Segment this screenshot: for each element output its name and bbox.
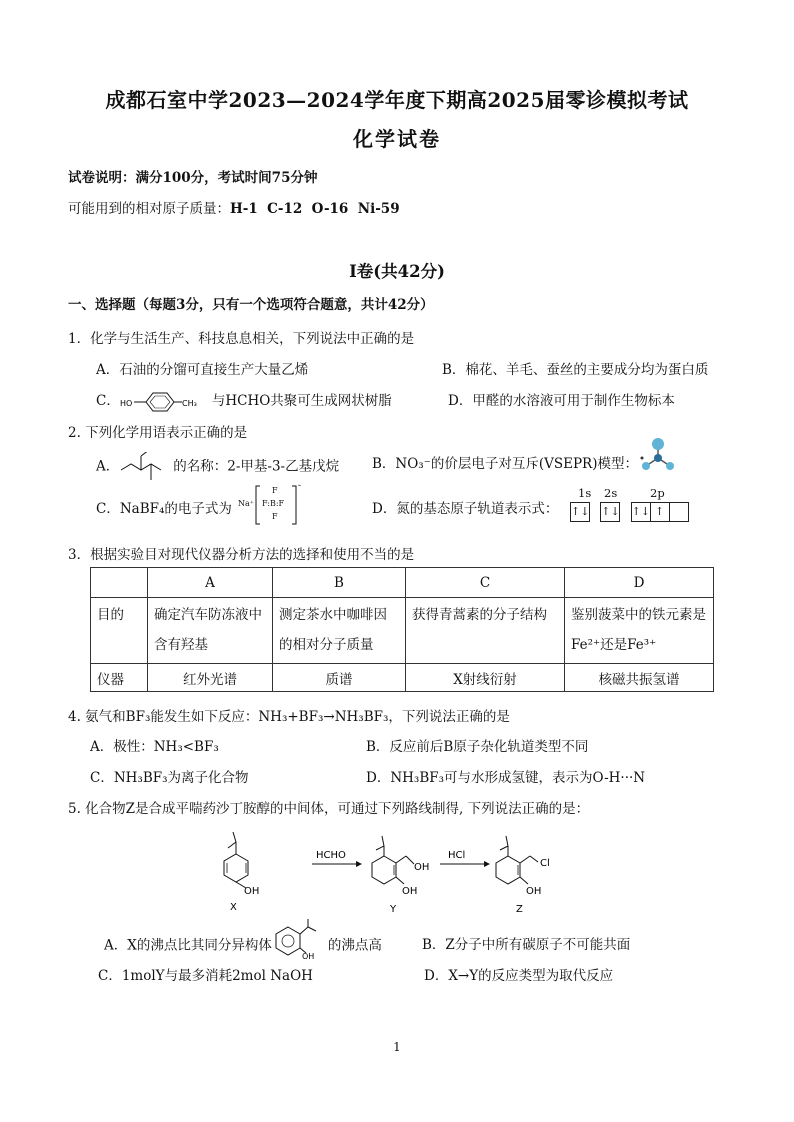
q5-option-c: C．1molY与最多消耗2mol NaOH xyxy=(98,968,313,984)
f-bottom: F xyxy=(272,512,278,521)
table-row-label: 目的 xyxy=(91,598,148,664)
oh-label: OH xyxy=(526,886,542,897)
reagent-hcl: HCl xyxy=(448,850,466,861)
arrow-1 xyxy=(312,850,362,867)
compound-y xyxy=(372,836,429,915)
ch3-label: CH₃ xyxy=(181,398,197,408)
orbital-box-2s: ↑↓ xyxy=(600,502,620,522)
compound-x xyxy=(224,832,259,913)
q4-option-a: A．极性：NH₃<BF₃ xyxy=(90,739,219,755)
q1-option-c xyxy=(96,389,392,413)
compound-z xyxy=(496,836,550,915)
orbital-box-1s: ↑↓ xyxy=(570,502,590,522)
orbital-box-2p-1: ↑↓ xyxy=(631,502,651,522)
p-cresol-structure xyxy=(120,391,212,413)
table-cell: 质谱 xyxy=(273,664,406,692)
table-header-cell: A xyxy=(148,568,273,598)
table-header-row xyxy=(91,568,714,598)
reaction-scheme xyxy=(200,828,600,920)
exam-subtitle: 化学试卷 xyxy=(353,127,441,151)
orbital-diagram xyxy=(570,502,689,522)
q4-stem: 4. 氨气和BF₃能发生如下反应：NH₃+BF₃→NH₃BF₃，下列说法正确的是 xyxy=(68,709,510,725)
q2-option-b xyxy=(372,452,678,476)
table-header-cell xyxy=(91,568,148,598)
exam-note: 试卷说明：满分100分，考试时间75分钟 xyxy=(68,170,318,186)
table-cell: 测定茶水中咖啡因的相对分子质量 xyxy=(273,598,406,664)
q5-a-prefix: A．X的沸点比其同分异构体 xyxy=(104,937,272,954)
q5-option-a xyxy=(104,933,382,959)
q1-stem: 1．化学与生活生产、科技息息相关，下列说法中正确的是 xyxy=(68,331,415,347)
orbital-box-2p-3 xyxy=(669,502,689,522)
page-number: 1 xyxy=(393,1040,401,1054)
ho-label: HO xyxy=(119,398,133,408)
q4-option-b: B．反应前后B原子杂化轨道类型不同 xyxy=(366,739,589,755)
table-cell: 鉴别菠菜中的铁元素是Fe²⁺还是Fe³⁺ xyxy=(565,598,714,664)
oh-label: OH xyxy=(402,886,418,897)
q2-option-a xyxy=(96,452,339,482)
orbital-2p-label: 2p xyxy=(650,486,665,500)
vsepr-model-icon xyxy=(638,436,678,476)
oh-label: OH xyxy=(244,886,260,897)
na-ion: Na⁺ xyxy=(238,499,254,508)
q5-option-b: B．Z分子中所有碳原子不可能共面 xyxy=(422,937,631,953)
q5-a-text: 的沸点高 xyxy=(327,937,382,954)
f-top: F xyxy=(272,486,278,495)
q2-c-text: C．NaBF₄的电子式为 xyxy=(96,501,232,517)
q2-option-c xyxy=(96,497,232,517)
arrow-2 xyxy=(440,850,490,867)
orbital-2s-label: 2s xyxy=(604,486,618,500)
label-x: X xyxy=(230,902,237,913)
table-cell: 确定汽车防冻液中含有羟基 xyxy=(148,598,273,664)
q3-stem: 3．根据实验目对现代仪器分析方法的选择和使用不当的是 xyxy=(68,547,415,563)
table-row-label: 仪器 xyxy=(91,664,148,692)
table-cell: 获得青蒿素的分子结构 xyxy=(406,598,565,664)
minus-charge: - xyxy=(298,481,302,491)
q1-option-a: A．石油的分馏可直接生产大量乙烯 xyxy=(96,362,309,378)
ortho-isomer-structure xyxy=(272,919,328,959)
table-row xyxy=(91,664,714,692)
oh-label: OH xyxy=(414,862,430,873)
q4-option-d: D．NH₃BF₃可与水形成氢键，表示为O-H···N xyxy=(366,770,646,786)
table-cell: 红外光谱 xyxy=(148,664,273,692)
table-cell: X射线衍射 xyxy=(406,664,565,692)
table-header-cell: B xyxy=(273,568,406,598)
masses-values: H-1 C-12 O-16 Ni-59 xyxy=(230,201,400,217)
q2-option-d: D．氮的基态原子轨道表示式： xyxy=(372,501,559,517)
table-row xyxy=(91,598,714,664)
cl-label: Cl xyxy=(540,858,550,869)
oh-label: OH xyxy=(301,952,315,959)
section-title: Ⅰ卷(共42分) xyxy=(349,262,445,281)
table-cell: 核磁共振氢谱 xyxy=(565,664,714,692)
atomic-masses xyxy=(68,197,400,217)
q2-b-text: B．NO₃⁻的价层电子对互斥(VSEPR)模型： xyxy=(372,456,638,472)
q5-stem: 5. 化合物Z是合成平喘药沙丁胺醇的中间体，可通过下列路线制得, 下列说法正确的是： xyxy=(68,801,590,817)
label-z: Z xyxy=(516,904,523,915)
q2-stem: 2. 下列化学用语表示正确的是 xyxy=(68,425,248,441)
electron-formula xyxy=(238,481,302,526)
exam-title: 成都石室中学2023—2024学年度下期高2025届零诊模拟考试 xyxy=(105,88,689,112)
table-header-cell: D xyxy=(565,568,714,598)
f-b-f: F:B:F xyxy=(262,499,285,508)
label-y: Y xyxy=(390,904,397,915)
table-header-cell: C xyxy=(406,568,565,598)
q1-option-b: B．棉花、羊毛、蚕丝的主要成分均为蛋白质 xyxy=(442,362,709,378)
orbital-1s-label: 1s xyxy=(578,486,592,500)
q1-option-d: D．甲醛的水溶液可用于制作生物标本 xyxy=(448,393,675,409)
q3-table xyxy=(90,567,714,692)
q1-c-text: 与HCHO共聚可生成网状树脂 xyxy=(211,393,392,409)
orbital-box-2p-2: ↑ xyxy=(650,502,670,522)
skeletal-structure xyxy=(119,452,173,482)
q2-a-text: 的名称：2-甲基-3-乙基戊烷 xyxy=(173,458,340,475)
q2-a-prefix: A． xyxy=(96,458,120,475)
masses-label: 可能用到的相对原子质量： xyxy=(68,201,230,217)
section-instruction: 一、选择题（每题3分，只有一个选项符合题意，共计42分） xyxy=(68,297,434,313)
q1-c-prefix: C． xyxy=(96,393,120,409)
q4-option-c: C．NH₃BF₃为离子化合物 xyxy=(90,770,249,786)
q5-option-d: D．X→Y的反应类型为取代反应 xyxy=(424,968,614,984)
reagent-hcho: HCHO xyxy=(316,850,346,861)
